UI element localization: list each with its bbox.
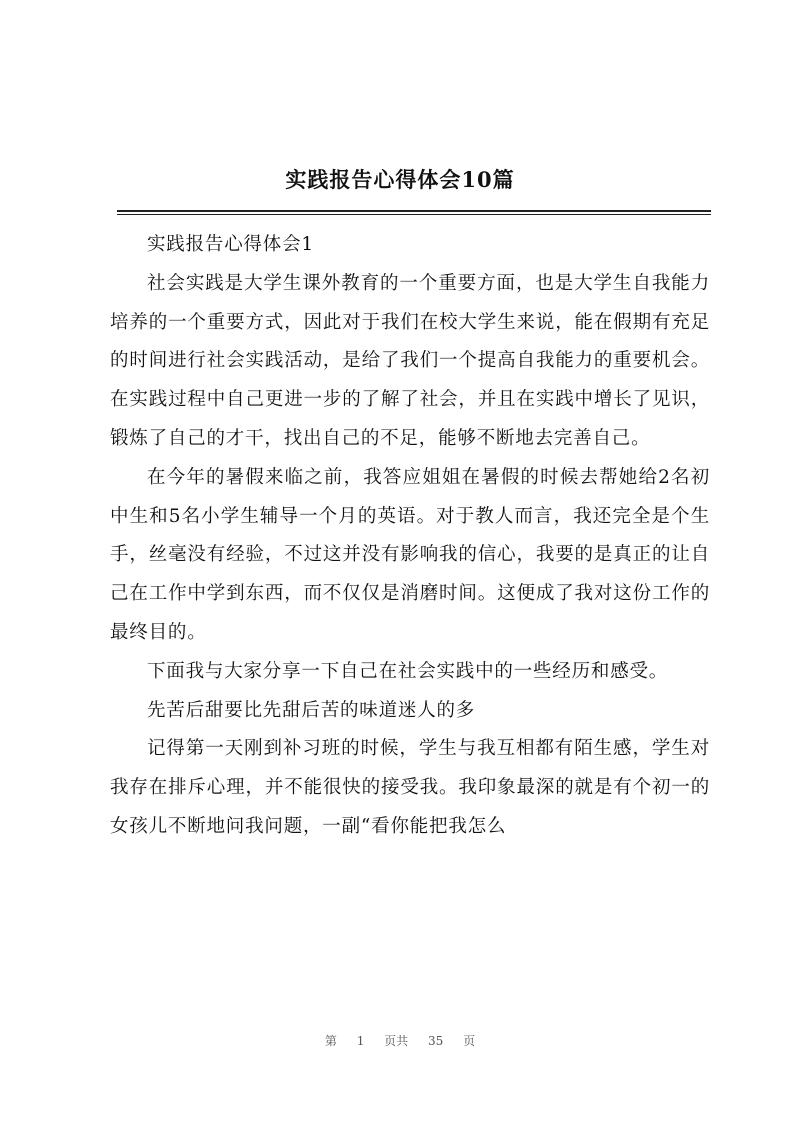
- page-label-suffix: 页: [463, 1034, 476, 1048]
- paragraph: 记得第一天刚到补习班的时候，学生与我互相都有陌生感，学生对我存在排斥心理，并不能很快的接受我。我印象最深的就是有个初一的女孩儿不断地问我问题，一副“看你能把我怎么: [110, 738, 710, 837]
- section-heading: 实践报告心得体会1: [147, 234, 314, 255]
- paragraph: 下面我与大家分享一下自己在社会实践中的一些经历和感受。: [147, 660, 669, 682]
- document-title: 实践报告心得体会10篇: [285, 167, 515, 192]
- title-rule-thin: [117, 214, 711, 215]
- subheading: 先苦后甜要比先甜后苦的味道迷人的多: [147, 699, 476, 721]
- current-page-number: 1: [356, 1034, 365, 1048]
- paragraph: 社会实践是大学生课外教育的一个重要方面，也是大学生自我能力培养的一个重要方式，因此对于我们在校大学生来说，能在假期有充足的时间进行社会实践活动，是给了我们一个提高自我能力的重要机会。在实践过程中自己更进一步的了解了社会，并且在实践中增长了见识，锻炼了自己的才干，找出自己的不足，能够不断地去完善自己。: [110, 272, 710, 449]
- total-pages-number: 35: [428, 1034, 444, 1048]
- page-label-prefix: 第: [324, 1034, 337, 1048]
- document-body: [110, 226, 710, 847]
- page-label-mid: 页共: [384, 1034, 409, 1048]
- page-footer: [0, 1032, 800, 1049]
- paragraph: 在今年的暑假来临之前，我答应姐姐在暑假的时候去帮她给2名初中生和5名小学生辅导一个月的英语。对于教人而言，我还完全是个生手，丝毫没有经验，不过这并没有影响我的信心，我要的是真正的让自己在工作中学到东西，而不仅仅是消磨时间。这便成了我对这份工作的最终目的。: [110, 466, 710, 643]
- title-rule-thick: [117, 210, 711, 212]
